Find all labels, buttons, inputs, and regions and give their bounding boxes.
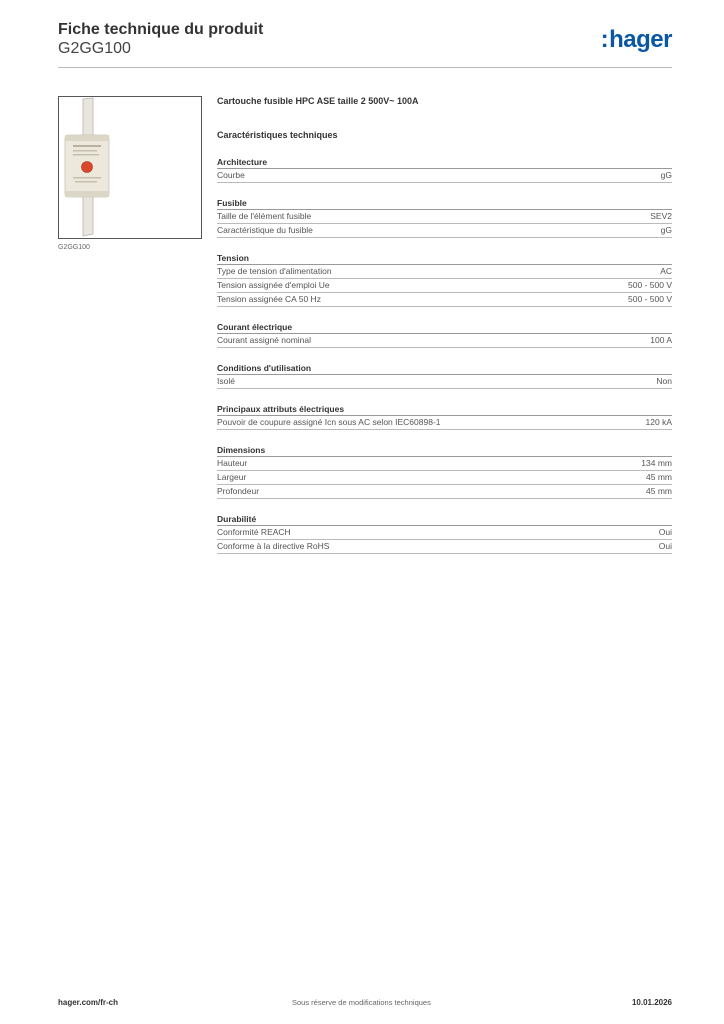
spec-row <box>217 416 672 430</box>
fuse-cartridge-illustration <box>59 97 201 238</box>
spec-value: gG <box>660 225 672 235</box>
spec-label: Tension assignée CA 50 Hz <box>217 294 321 304</box>
spec-row <box>217 457 672 471</box>
spec-row <box>217 540 672 554</box>
spec-value: 45 mm <box>646 472 672 482</box>
spec-value: 100 A <box>650 335 672 345</box>
spec-section <box>217 156 672 183</box>
spec-row <box>217 265 672 279</box>
spec-value: 500 - 500 V <box>628 294 672 304</box>
section-title: Architecture <box>217 156 672 169</box>
spec-row <box>217 485 672 499</box>
spec-label: Largeur <box>217 472 247 482</box>
spec-label: Courbe <box>217 170 245 180</box>
spec-label: Isolé <box>217 376 235 386</box>
spec-value: 134 mm <box>641 458 672 468</box>
footer-date: 10.01.2026 <box>631 998 672 1007</box>
spec-row <box>217 279 672 293</box>
footer-disclaimer: Sous réserve de modifications techniques <box>292 998 431 1007</box>
spec-value: Oui <box>658 541 672 551</box>
page-header <box>58 20 672 68</box>
footer-website: hager.com/fr-ch <box>58 998 119 1007</box>
spec-row <box>217 471 672 485</box>
spec-value: AC <box>660 266 672 276</box>
spec-value: 120 kA <box>645 417 672 427</box>
specifications <box>217 96 672 554</box>
spec-value: 45 mm <box>646 486 672 496</box>
spec-label: Caractéristique du fusible <box>217 225 313 235</box>
spec-section <box>217 513 672 554</box>
spec-label: Courant assigné nominal <box>217 335 312 345</box>
spec-row <box>217 375 672 389</box>
spec-section <box>217 403 672 430</box>
spec-label: Tension assignée d'emploi Ue <box>217 280 330 290</box>
hager-logo: :hager <box>600 26 672 53</box>
section-title: Fusible <box>217 197 672 210</box>
technical-characteristics-heading: Caractéristiques techniques <box>217 130 338 140</box>
spec-section <box>217 444 672 499</box>
section-title: Dimensions <box>217 444 672 457</box>
product-image-caption: G2GG100 <box>58 244 90 251</box>
spec-value: Non <box>656 376 672 386</box>
section-title: Tension <box>217 252 672 265</box>
spec-label: Type de tension d'alimentation <box>217 266 332 276</box>
spec-row <box>217 169 672 183</box>
spec-label: Pouvoir de coupure assigné Icn sous AC selon IEC60898-1 <box>217 417 441 427</box>
spec-value: Oui <box>658 527 672 537</box>
spec-label: Hauteur <box>217 458 248 468</box>
section-title: Conditions d'utilisation <box>217 362 672 375</box>
spec-label: Conforme à la directive RoHS <box>217 541 330 551</box>
product-image <box>58 96 202 239</box>
spec-label: Profondeur <box>217 486 260 496</box>
spec-row <box>217 224 672 238</box>
spec-row <box>217 210 672 224</box>
section-title: Durabilité <box>217 513 672 526</box>
spec-section <box>217 362 672 389</box>
spec-value: gG <box>660 170 672 180</box>
spec-label: Conformité REACH <box>217 527 291 537</box>
document-title: Fiche technique du produit <box>58 21 264 38</box>
spec-sections <box>217 156 672 554</box>
spec-row <box>217 293 672 307</box>
spec-row <box>217 526 672 540</box>
header-divider <box>58 67 672 68</box>
product-name: Cartouche fusible HPC ASE taille 2 500V~ 100A <box>217 96 419 106</box>
spec-section <box>217 321 672 348</box>
section-title: Courant électrique <box>217 321 672 334</box>
spec-value: SEV2 <box>650 211 672 221</box>
spec-row <box>217 334 672 348</box>
section-title: Principaux attributs électriques <box>217 403 672 416</box>
product-code: G2GG100 <box>58 40 131 57</box>
spec-value: 500 - 500 V <box>628 280 672 290</box>
spec-section <box>217 252 672 307</box>
spec-label: Taille de l'élément fusible <box>217 211 312 221</box>
spec-section <box>217 197 672 238</box>
